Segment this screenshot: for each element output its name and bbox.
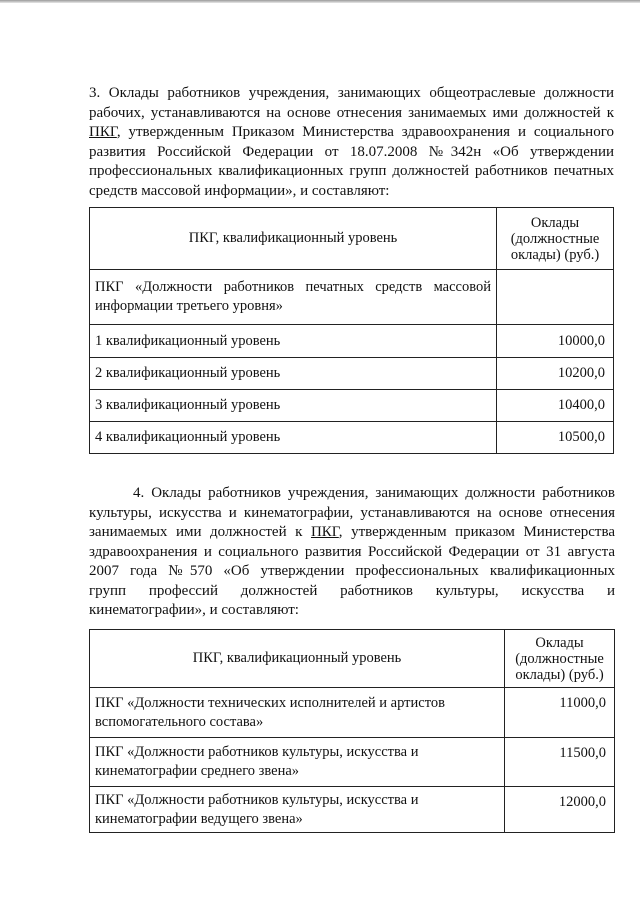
salary-cell: 12000,0 xyxy=(505,787,615,833)
level-cell: 1 квалификационный уровень xyxy=(90,325,497,358)
level-cell: 4 квалификационный уровень xyxy=(90,422,497,454)
level-cell: 3 квалификационный уровень xyxy=(90,390,497,422)
text-line: ПКГ, утвержденным Приказом Министерства здравоохранения и социального xyxy=(89,124,614,140)
column-header-name: ПКГ, квалификационный уровень xyxy=(90,208,497,270)
pkg-link[interactable]: ПКГ xyxy=(310,524,339,540)
text-fragment: занимаемых ими должностей к xyxy=(89,524,303,540)
text-line: занимаемых ими должностей к ПКГ, утвержденным приказом Министерства xyxy=(89,524,615,540)
salary-cell: 10500,0 xyxy=(497,422,614,454)
text-fragment: утвержденным Приказом Министерства здравоохранения и социального xyxy=(128,124,614,140)
text-line: 3. Оклады работников учреждения, занимающих общеотраслевые должности xyxy=(89,85,614,101)
text-line: культуры, искусства и кинематографии, устанавливаются на основе отнесения xyxy=(89,504,615,521)
table-row xyxy=(90,390,614,422)
section-4-paragraph xyxy=(89,484,615,621)
section-3-paragraph xyxy=(89,84,614,201)
table-row xyxy=(90,358,614,390)
text-line: 2007 года №570 «Об утверждении профессиональных квалификационных xyxy=(89,563,615,579)
text-line: профессиональных квалификационных групп должностей работников печатных xyxy=(89,163,614,179)
scan-edge xyxy=(0,0,640,3)
group-name-cell: ПКГ «Должности работников культуры, искусства и кинематографии ведущего звена» xyxy=(90,787,505,833)
table-group-row xyxy=(90,270,614,325)
column-header-salary: Оклады (должностные оклады) (руб.) xyxy=(497,208,614,270)
text-line: средств массовой информации», и составляют: xyxy=(89,182,390,199)
salary-cell: 10000,0 xyxy=(497,325,614,358)
table-row xyxy=(90,688,615,738)
salary-table-1 xyxy=(89,207,614,454)
text-line: групп профессий должностей работников культуры, искусства и xyxy=(89,582,615,599)
group-name-cell: ПКГ «Должности технических исполнителей и артистов вспомогательного состава» xyxy=(90,688,505,738)
text-line: 4. Оклады работников учреждения, занимающих должности работников xyxy=(133,485,615,501)
table-row xyxy=(90,422,614,454)
level-cell: 2 квалификационный уровень xyxy=(90,358,497,390)
pkg-link[interactable]: ПКГ xyxy=(89,124,117,140)
column-header-name: ПКГ, квалификационный уровень xyxy=(90,630,505,688)
text-line: кинематографии», и составляют: xyxy=(89,602,299,618)
text-line: рабочих, устанавливаются на основе отнесения занимаемых ими должностей к xyxy=(89,104,614,121)
group-name-cell: ПКГ «Должности работников культуры, искусства и кинематографии среднего звена» xyxy=(90,738,505,787)
table-row xyxy=(90,787,615,833)
table-row xyxy=(90,325,614,358)
table-row xyxy=(90,738,615,787)
text-fragment: утвержденным приказом Министерства xyxy=(351,524,615,540)
text-line: здравоохранения и социального развития Российской Федерации от 31 августа xyxy=(89,543,615,560)
text-line: развития Российской Федерации от 18.07.2008 №342н «Об утверждении xyxy=(89,143,614,160)
salary-table-2 xyxy=(89,629,615,833)
salary-cell: 10200,0 xyxy=(497,358,614,390)
column-header-salary: Оклады (должностные оклады) (руб.) xyxy=(505,630,615,688)
salary-cell: 11500,0 xyxy=(505,738,615,787)
table-header-row xyxy=(90,208,614,270)
group-name-cell: ПКГ «Должности работников печатных средств массовой информации третьего уровня» xyxy=(90,270,497,325)
salary-cell: 11000,0 xyxy=(505,688,615,738)
table-header-row xyxy=(90,630,615,688)
salary-cell: 10400,0 xyxy=(497,390,614,422)
group-salary-cell xyxy=(497,270,614,325)
